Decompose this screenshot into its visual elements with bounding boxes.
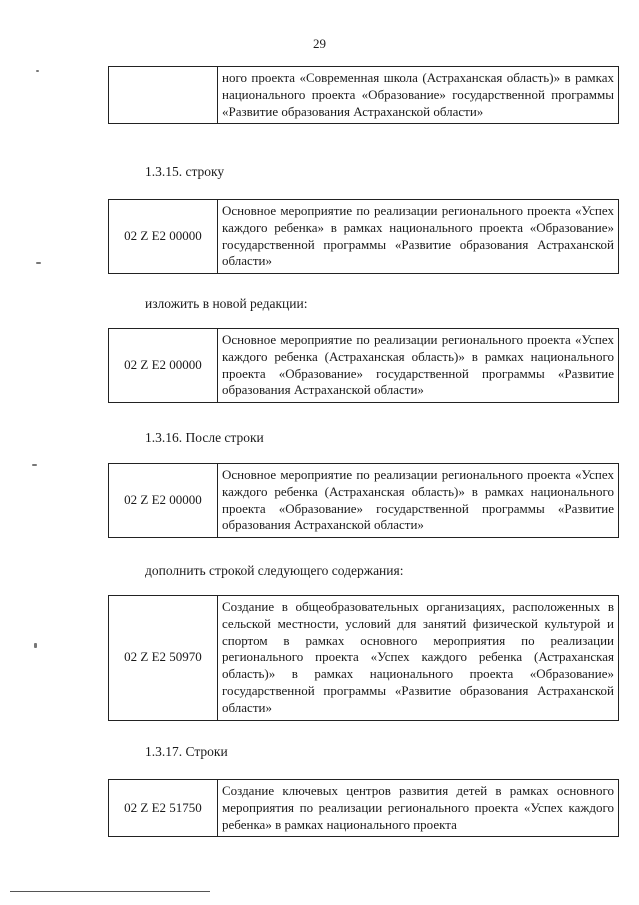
paragraph-new-edition: изложить в новой редакции: [145, 296, 308, 311]
budget-code-cell: 02 Z E2 00000 [109, 329, 218, 403]
description-cell: Создание в общеобразовательных организациях, расположенных в сельской местности, условий для занятий физической культурой и спортом в рамках основного мероприятия по реализации регионального проекта «Успех каждого ребенка (Астраханская область)» в рамках национального проекта «Образование» государственной программы «Развитие образования Астраханской области» [218, 596, 619, 721]
description-cell: Основное мероприятие по реализации регионального проекта «Успех каждого ребенка (Астраханская область)» в рамках национального проекта «Образование» государственной программы «Развитие образования Астраханской области» [218, 329, 619, 403]
budget-code-cell: 02 Z E2 00000 [109, 200, 218, 274]
description-cell: ного проекта «Современная школа (Астраханская область)» в рамках национального проекта «Образование» государственной программы «Развитие образования Астраханской области» [218, 67, 619, 124]
table-row-51750 [108, 779, 619, 837]
paragraph-1-3-15: 1.3.15. строку [145, 164, 225, 179]
table-added-row-50970 [108, 595, 619, 721]
budget-code-cell [109, 67, 218, 124]
table-new-row-1-3-15 [108, 328, 619, 403]
paragraph-1-3-16: 1.3.16. После строки [145, 430, 264, 445]
page-number: 29 [313, 36, 326, 51]
table-row [109, 780, 619, 837]
paragraph-add-row: дополнить строкой следующего содержания: [145, 563, 404, 578]
table-row [109, 200, 619, 274]
scan-mark [34, 643, 37, 648]
description-cell: Основное мероприятие по реализации регионального проекта «Успех каждого ребенка (Астраханская область)» в рамках национального проекта «Образование» государственной программы «Развитие образования Астраханской области» [218, 464, 619, 538]
table-row [109, 329, 619, 403]
table-row [109, 596, 619, 721]
budget-code-cell: 02 Z E2 50970 [109, 596, 218, 721]
description-cell: Основное мероприятие по реализации регионального проекта «Успех каждого ребенка» в рамках национального проекта «Образование» государственной программы «Развитие образования Астраханской области» [218, 200, 619, 274]
description-cell: Создание ключевых центров развития детей в рамках основного мероприятия по реализации регионального проекта «Успех каждого ребенка» в рамках национального проекта [218, 780, 619, 837]
table-row [109, 67, 619, 124]
paragraph-1-3-17: 1.3.17. Строки [145, 744, 228, 759]
scan-mark [32, 464, 37, 466]
table-old-row-1-3-15 [108, 199, 619, 274]
table-after-row-1-3-16 [108, 463, 619, 538]
scan-mark [36, 70, 39, 72]
scan-mark [36, 262, 41, 264]
budget-code-cell: 02 Z E2 00000 [109, 464, 218, 538]
budget-code-cell: 02 Z E2 51750 [109, 780, 218, 837]
table-row [109, 464, 619, 538]
continued-table [108, 66, 619, 124]
footnote-rule [10, 891, 210, 892]
